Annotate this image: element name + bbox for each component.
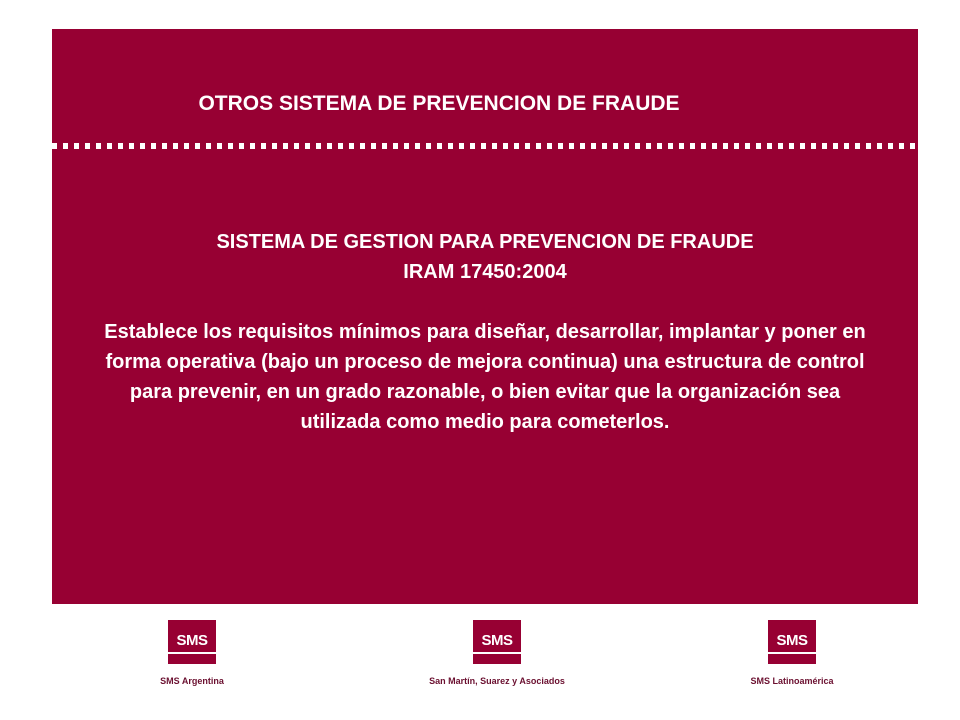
logo-caption: SMS Latinoamérica [750, 676, 834, 686]
logo-sms-argentina [92, 620, 292, 686]
logo-mark: SMS [776, 632, 808, 649]
standard-code: IRAM 17450:2004 [403, 261, 567, 283]
sms-logo-icon [168, 620, 216, 664]
logo-mark: SMS [176, 632, 208, 649]
logo-caption: San Martín, Suarez y Asociados [429, 676, 565, 686]
slide-subtitle: SISTEMA DE GESTION PARA PREVENCION DE FRAUDE [216, 231, 754, 253]
slide-content [82, 227, 888, 437]
logo-footer [0, 610, 960, 720]
content-panel [52, 29, 918, 604]
logo-sms-asociados [397, 620, 597, 686]
slide-body: Establece los requisitos mínimos para diseñar, desarrollar, implantar y poner en forma operativa (bajo un proceso de mejora continua) una estructura de control para prevenir, en un grado razonable, o bien evitar que la organización sea utilizada como medio para cometerlos. [104, 321, 866, 433]
logo-sms-latinoamerica [692, 620, 892, 686]
sms-logo-icon [768, 620, 816, 664]
dotted-divider [52, 143, 918, 149]
logo-mark: SMS [481, 632, 513, 649]
sms-logo-icon [473, 620, 521, 664]
slide-title: OTROS SISTEMA DE PREVENCION DE FRAUDE [198, 92, 680, 115]
logo-caption: SMS Argentina [160, 676, 224, 686]
